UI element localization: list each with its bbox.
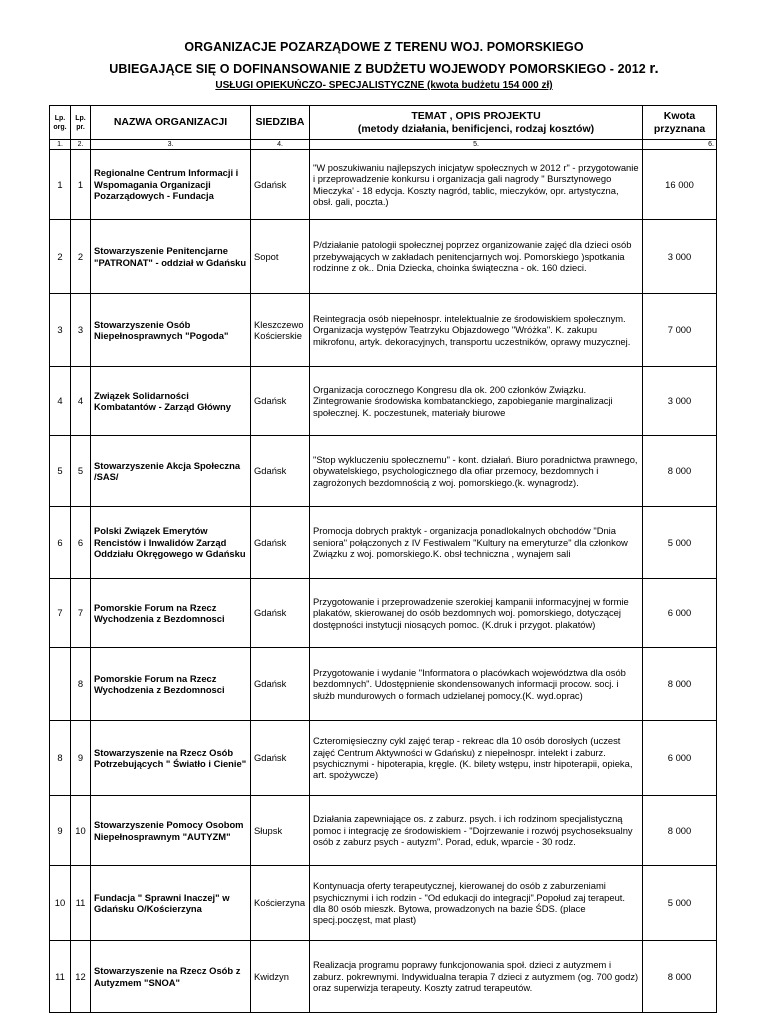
cell-lp-org: 9: [50, 796, 71, 866]
cell-desc: Promocja dobrych praktyk - organizacja ponadlokalnych obchodów "Dnia seniora" połączonych z IV Festiwalem "Kultury na emeryturze" dla członkow Związku z woj. pomorskiego.K. obsł techniczna , wynajem sali: [310, 507, 643, 579]
cell-amount: 16 000: [643, 150, 717, 220]
header-seat: SIEDZIBA: [251, 106, 310, 140]
header-amount-b: przyznana: [653, 122, 706, 135]
cell-seat: Kleszczewo Kościerskie: [251, 294, 310, 367]
projects-table: [49, 105, 717, 1013]
cell-lp-pr: 7: [71, 579, 91, 648]
cell-amount: 8 000: [643, 941, 717, 1013]
cell-amount: 8 000: [643, 436, 717, 507]
cell-lp-org: 8: [50, 721, 71, 796]
cell-amount: 3 000: [643, 220, 717, 294]
cell-name: Stowarzyszenie na Rzecz Osób Potrzebujących " Światło i Cienie": [91, 721, 251, 796]
cell-amount: 6 000: [643, 579, 717, 648]
cell-lp-org: 1: [50, 150, 71, 220]
cell-seat: Gdańsk: [251, 507, 310, 579]
table-row: [50, 648, 717, 721]
colnum-6: 6.: [643, 140, 717, 150]
header-lp-org: [50, 106, 71, 140]
cell-seat: Słupsk: [251, 796, 310, 866]
cell-name: Regionalne Centrum Informacji i Wspomagania Organizacji Pozarządowych - Fundacja: [91, 150, 251, 220]
header-lp-pr-a: Lp.: [75, 114, 86, 122]
cell-name: Stowarzyszenie Penitencjarne "PATRONAT" - oddział w Gdańsku: [91, 220, 251, 294]
cell-name: Stowarzyszenie Osób Niepełnosprawnych "Pogoda": [91, 294, 251, 367]
cell-amount: 7 000: [643, 294, 717, 367]
table-row: [50, 220, 717, 294]
cell-lp-pr: 11: [71, 866, 91, 941]
header-amount-a: Kwota: [663, 109, 696, 122]
cell-seat: Gdańsk: [251, 436, 310, 507]
cell-lp-org: 11: [50, 941, 71, 1013]
table-row: [50, 579, 717, 648]
cell-seat: Gdańsk: [251, 150, 310, 220]
cell-amount: 5 000: [643, 507, 717, 579]
cell-amount: 5 000: [643, 866, 717, 941]
cell-lp-pr: 4: [71, 367, 91, 436]
cell-amount: 6 000: [643, 721, 717, 796]
cell-desc: Przygotowanie i wydanie "Informatora o placówkach województwa dla osób bezdomnych". Udostępnienie skondensowanych informacji procow. socj. i służb mundurowych o formach udzielanej pomocy.(K. wyd.oprac): [310, 648, 643, 721]
table-row: [50, 507, 717, 579]
table-row: [50, 294, 717, 367]
cell-lp-org: 6: [50, 507, 71, 579]
cell-name: Stowarzyszenie Akcja Społeczna /SAS/: [91, 436, 251, 507]
cell-desc: Kontynuacja oferty terapeutycznej, kierowanej do osób z zaburzeniami psychicznymi i ich rodzin - "Od edukacji do integracji".Popołud zaj terapeut. dla 80 osób mieszk. Bytowa, prowadzonych na bazie ŚDS. (place specj.poczęst, mat plast): [310, 866, 643, 941]
table-row: [50, 436, 717, 507]
cell-amount: 3 000: [643, 367, 717, 436]
cell-name: Pomorskie Forum na Rzecz Wychodzenia z Bezdomnosci: [91, 648, 251, 721]
colnum-2: 2.: [71, 140, 91, 150]
cell-name: Stowarzyszenie Pomocy Osobom Niepełnosprawnym "AUTYZM": [91, 796, 251, 866]
colnum-4: 4.: [251, 140, 310, 150]
cell-amount: 8 000: [643, 796, 717, 866]
header-row: [50, 106, 717, 140]
cell-seat: Kościerzyna: [251, 866, 310, 941]
cell-lp-pr: 3: [71, 294, 91, 367]
header-amount: [643, 106, 717, 140]
cell-desc: "W poszukiwaniu najlepszych inicjatyw społecznych w 2012 r" - przygotowanie i przeprowadzenie konkursu i organizacja gali nagrody " Bursztynowego Mieczyka' - 18 edycja. Koszty nagród, tablic, mieczyków, opr. artystyczna, obsł. gali, poczta.): [310, 150, 643, 220]
cell-seat: Gdańsk: [251, 721, 310, 796]
table-row: [50, 150, 717, 220]
column-numbers-row: [50, 140, 717, 150]
cell-desc: Czteromięsieczny cykl zajęć terap - rekreac dla 10 osób dorosłych (uczest zajęć Centrum Aktywności w Gdańsku) z niepełnospr. intelekt i zaburz. psychicznymi - hipoterapia, kręgle. (K. bilety wstępu, instr hipoterapii, opieka, art. spożywcze): [310, 721, 643, 796]
colnum-3: 3.: [91, 140, 251, 150]
cell-desc: Realizacja programu poprawy funkcjonowania społ. dzieci z autyzmem i zaburz. pokrewnymi. Indywidualna terapia 7 dzieci z autyzmem (og. 700 godz) oraz superwizja terapeuty. Koszty zatrud terapeutów.: [310, 941, 643, 1013]
cell-desc: Organizacja corocznego Kongresu dla ok. 200 członków Związku. Zintegrowanie środowiska kombatanckiego, zapobieganie marginalizacji społecznej. K. poczestunek, materiały biurowe: [310, 367, 643, 436]
cell-lp-pr: 10: [71, 796, 91, 866]
table-row: [50, 866, 717, 941]
cell-lp-pr: 1: [71, 150, 91, 220]
cell-name: Związek Solidarności Kombatantów - Zarząd Główny: [91, 367, 251, 436]
header-topic-b: (metody działania, benificjenci, rodzaj kosztów): [357, 122, 595, 135]
cell-lp-org: 7: [50, 579, 71, 648]
cell-seat: Gdańsk: [251, 367, 310, 436]
header-lp-pr-b: pr.: [76, 123, 85, 131]
cell-name: Polski Związek Emerytów Rencistów i Inwalidów Zarząd Oddziału Okręgowego w Gdańsku: [91, 507, 251, 579]
cell-lp-org: 2: [50, 220, 71, 294]
cell-desc: Działania zapewniające os. z zaburz. psych. i ich rodzinom specjalistyczną pomoc i integrację ze środowiskiem - "Dojrzewanie i rozwój psychoseksualny osób z zaburz psych - autyzm". Porad, eduk, wparcie - 30 rodz.: [310, 796, 643, 866]
cell-lp-pr: 12: [71, 941, 91, 1013]
cell-lp-org: 4: [50, 367, 71, 436]
header-lp-org-a: Lp.: [54, 114, 66, 122]
cell-lp-org: 3: [50, 294, 71, 367]
cell-name: Fundacja " Sprawni Inaczej" w Gdańsku O/Kościerzyna: [91, 866, 251, 941]
header-lp-org-b: org.: [53, 123, 67, 131]
header-lp-pr: [71, 106, 91, 140]
header-topic-a: TEMAT , OPIS PROJEKTU: [411, 109, 541, 122]
header-name: NAZWA ORGANIZACJI: [91, 106, 251, 140]
cell-lp-org: [50, 648, 71, 721]
cell-desc: Przygotowanie i przeprowadzenie szerokiej kampanii informacyjnej w formie plakatów, skierowanej do osób bezdomnych woj. pomorskiego, dotyczącej dostępności instytucji niosących pomoc. (K.druk i przygot. plakatów): [310, 579, 643, 648]
cell-lp-pr: 5: [71, 436, 91, 507]
cell-seat: Kwidzyn: [251, 941, 310, 1013]
cell-seat: Gdańsk: [251, 579, 310, 648]
cell-desc: P/działanie patologii społecznej poprzez organizowanie zajęć dla dzieci osób przebywających w zakładach penitencjarnych woj. Pomorskiego )spotkania rodzinne z ok.. Dnia Dziecka, choinka świąteczna - ok. 160 dzieci.: [310, 220, 643, 294]
title-line-2: [0, 60, 768, 77]
title-line-3: USŁUGI OPIEKUŃCZO- SPECJALISTYCZNE (kwota budżetu 154 000 zł): [215, 80, 553, 91]
cell-lp-org: 10: [50, 866, 71, 941]
cell-seat: Sopot: [251, 220, 310, 294]
title-line-1: ORGANIZACJE POZARZĄDOWE Z TERENU WOJ. POMORSKIEGO: [184, 40, 584, 54]
cell-lp-pr: 2: [71, 220, 91, 294]
cell-name: Stowarzyszenie na Rzecz Osób z Autyzmem "SNOA": [91, 941, 251, 1013]
cell-seat: Gdańsk: [251, 648, 310, 721]
cell-name: Pomorskie Forum na Rzecz Wychodzenia z Bezdomnosci: [91, 579, 251, 648]
title-line-2-suffix: r.: [649, 60, 659, 77]
table-row: [50, 367, 717, 436]
cell-amount: 8 000: [643, 648, 717, 721]
title-line-2-text: UBIEGAJĄCE SIĘ O DOFINANSOWANIE Z BUDŻETU WOJEWODY POMORSKIEGO - 2012: [109, 62, 646, 76]
cell-desc: Reintegracja osób niepełnospr. intelektualnie ze środowiskiem społecznym. Organizacja występów Teatrzyku Objazdowego "Wróżka". K. zakupu mikrofonu, artyk. dekoracyjnych, transportu uczestników, oprawy muzycznej.: [310, 294, 643, 367]
table-row: [50, 796, 717, 866]
colnum-1: 1.: [50, 140, 71, 150]
cell-lp-pr: 6: [71, 507, 91, 579]
cell-lp-pr: 8: [71, 648, 91, 721]
header-topic: [310, 106, 643, 140]
cell-desc: "Stop wykluczeniu społecznemu" - kont. działań. Biuro poradnictwa prawnego, obywatelskiego, psychologicznego dla ofiar przemocy, bezdomnych i zagrożonych bezdomnością z woj. pomorskiego.(k. wynagrodz).: [310, 436, 643, 507]
table-row: [50, 941, 717, 1013]
table-row: [50, 721, 717, 796]
cell-lp-pr: 9: [71, 721, 91, 796]
colnum-5: 5.: [310, 140, 643, 150]
cell-lp-org: 5: [50, 436, 71, 507]
